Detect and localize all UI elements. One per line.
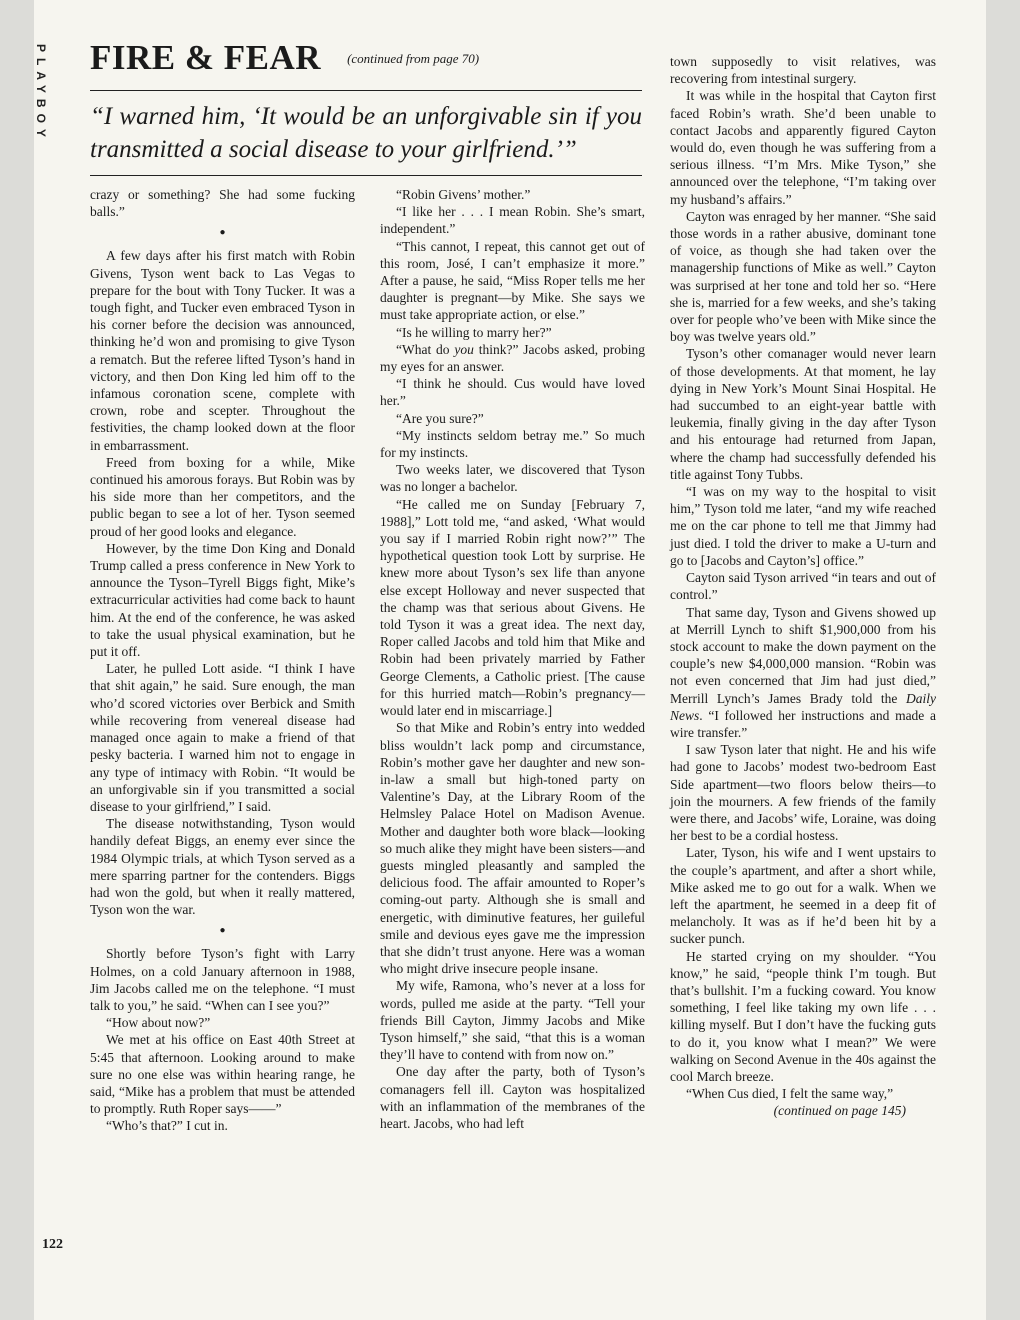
paragraph: One day after the party, both of Tyson’s comanagers fell ill. Cayton was hospitalized with an inflammation of the membranes of the heart. Jacobs, who had left — [380, 1064, 645, 1131]
article-title: FIRE & FEAR — [90, 38, 322, 77]
paragraph: Freed from boxing for a while, Mike continued his amorous forays. But Robin was by his side more than her competitors, and the public began to see a lot of her. Tyson seemed proud of her good looks and elegance. — [90, 454, 355, 539]
text-run: “What do — [396, 341, 455, 357]
text-run: think?” Jacobs asked, probing my eyes for an answer. — [380, 341, 645, 375]
paragraph: The disease notwithstanding, Tyson would handily defeat Biggs, an enemy ever since the 1984 Olympic trials, at which Tyson served as a mere sparring partner for the contenders. Biggs had won the gold, but when it really mattered, Tyson won the war. — [90, 816, 355, 918]
paragraph — [670, 604, 936, 742]
text-column-1 — [90, 186, 355, 1135]
paragraph: “How about now?” — [106, 1015, 211, 1031]
continued-on-note: (continued on page 145) — [773, 1103, 906, 1119]
paragraph: “I was on my way to the hospital to visit him,” Tyson told me later, “and my wife reached me on the car phone to tell me that Jimmy had just died. I told the driver to make a U-turn and go to [Jacobs and Cayton’s] office.” — [670, 484, 936, 568]
pull-quote-rule — [90, 175, 642, 176]
text-column-3 — [670, 53, 936, 1120]
paragraph: “He called me on Sunday [February 7, 1988],” Lott told me, “and asked, ‘What would you say if I married Robin right now?’” The hypothetical question took Lott by surprise. He knew more about Tyson’s sex life than anyone else except Holloway and never suspected that the champ was that serious about Givens. He told Tyson it was a great idea. The next day, Roper called Jacobs and told him that Mike and Robin had been privately married by Father George Clements, a Catholic priest. [The cause for this hurried match—Robin’s pregnancy—would later end in miscarriage.] — [380, 496, 645, 719]
magazine-name: PLAYBOY — [34, 44, 48, 143]
paragraph: I saw Tyson later that night. He and his wife had gone to Jacobs’ modest two-bedroom East Side apartment—two floors below theirs—to join the mourners. A few friends of the family were there, and Jacobs’ wife, Loraine, was doing her best to be a cordial hostess. — [670, 742, 936, 844]
paragraph: “My instincts seldom betray me.” So much for my instincts. — [380, 427, 645, 461]
header-rule — [90, 90, 642, 91]
paragraph: “Robin Givens’ mother.” — [396, 187, 531, 202]
paragraph: “I like her . . . I mean Robin. She’s smart, independent.” — [380, 204, 645, 237]
paragraph: “I think he should. Cus would have loved her.” — [380, 376, 645, 409]
paragraph: crazy or something? She had some fucking balls.” — [90, 187, 355, 220]
paragraph: Cayton said Tyson arrived “in tears and out of control.” — [670, 570, 936, 603]
page-number: 122 — [42, 1237, 63, 1252]
paragraph: We met at his office on East 40th Street at 5:45 that afternoon. Looking around to make sure no one else was within hearing range, he said, “Mike has a problem that must be attended to promptly. Ruth Roper says——” — [90, 1032, 355, 1117]
paragraph: Shortly before Tyson’s fight with Larry Holmes, on a cold January afternoon in 1988, Jim Jacobs called me on the telephone. “I must talk to you,” he said. “When can I see you?” — [90, 946, 355, 1013]
paragraph: Later, Tyson, his wife and I went upstairs to the couple’s apartment, and after a short while, Mike asked me to go out for a walk. When we left the apartment, he seemed in a deep fit of melancholy. It was as if he’d been hit by a sucker punch. — [670, 845, 936, 947]
paragraph — [380, 341, 645, 375]
text-run: . “I followed her instructions and made a wire transfer.” — [670, 707, 936, 740]
text-run: That same day, Tyson and Givens showed up at Merrill Lynch to shift $1,900,000 from his stock account to make the down payment on the couple’s new $4,000,000 mansion. “Robin was not even concerned that Jim had just died,” Merrill Lynch’s James Brady told the — [670, 604, 936, 706]
paragraph: He started crying on my shoulder. “You know,” he said, “people think I’m tough. But that’s bullshit. I’m a fucking coward. You know something, I feel like taking my own life . . . killing myself. But I don’t have the fucking guts to do it, you know what I mean?” We were walking on Second Avenue in the 40s against the cool March breeze. — [670, 948, 936, 1084]
paragraph: Cayton was enraged by her manner. “She said those words in a rather abusive, dominant tone of voice, as though she had taken over the managership functions of Mike as well.” Cayton was surprised at her tone and told her so. “Here she is, married for a few weeks, and she’s taking over for people who’ve been with Mike since the boy was twelve years old.” — [670, 208, 936, 345]
paragraph: Tyson’s other comanager would never learn of those developments. At that moment, he lay dying in New York’s Mount Sinai Hospital. He had succumbed to an eight-year battle with leukemia, finally giving in the day after Tyson and his entourage had returned from Japan, where the champ had successfully defended his title against Tony Tubbs. — [670, 346, 936, 482]
pull-quote: “I warned him, ‘It would be an unforgivable sin if you transmitted a social disease to your girlfriend.’” — [90, 103, 642, 163]
emphasis: Daily News — [670, 690, 936, 723]
paragraph: “This cannot, I repeat, this cannot get out of this room, José, I can’t emphasize it more.” After a pause, he said, “Miss Roper tells me her daughter is pregnant—by Mike. She says we must take appropriate action, or else.” — [380, 238, 645, 323]
section-separator: ● — [219, 925, 226, 937]
paragraph: “Who’s that?” I cut in. — [106, 1118, 228, 1134]
paragraph: It was while in the hospital that Cayton first faced Robin’s wrath. She’d been unable to contact Jacobs and apparently figured Cayton would do, even though he was suffering from a serious illness. “I’m Mrs. Mike Tyson,” she announced over the telephone, “I’m taking over my husband’s affairs.” — [670, 88, 936, 207]
paragraph: town supposedly to visit relatives, was recovering from intestinal surgery. — [670, 54, 936, 87]
article-header — [90, 38, 642, 78]
paragraph: “Are you sure?” — [396, 410, 484, 426]
continued-from-note: (continued from page 70) — [347, 51, 480, 66]
paragraph: “When Cus died, I felt the same way,” — [686, 1086, 894, 1102]
paragraph: However, by the time Don King and Donald Trump called a press conference in New York to announce the Tyson–Tyrell Biggs fight, Mike’s extracurricular activities had come back to haunt him. At the end of the conference, he was asked to take the usual physical examination, but he put it off. — [90, 540, 355, 660]
text-column-2 — [380, 186, 645, 1132]
paragraph: My wife, Ramona, who’s never at a loss for words, pulled me aside at the party. “Tell your friends Bill Cayton, Jimmy Jacobs and Mike Tyson himself,” she said, “that this is a woman they’ll have to contend with from now on.” — [380, 978, 645, 1063]
paragraph: A few days after his first match with Robin Givens, Tyson went back to Las Vegas to prepare for the bout with Tony Tucker. It was a tough fight, and Tucker even embraced Tyson in his corner before the decision was announced, thinking he’d won and promising to give Tyson a rematch. But the referee lifted Tyson’s hand in victory, and then Don King led him off to the infamous coronation scene, complete with crown, robe and scepter. Throughout the festivities, the champ looked down at the floor in embarrassment. — [90, 248, 355, 453]
paragraph: So that Mike and Robin’s entry into wedded bliss wouldn’t lack pomp and circumstance, Robin’s mother gave her daughter and new son-in-law a small but high-toned party on Valentine’s Day, at the Library Room of the Helmsley Palace Hotel on Madison Avenue. Mother and daughter both wore black—looking so much alike they might have been sisters—and guests mingled pleasantly and sampled the delicious food. The affair amounted to Roper’s coming-out party. Although she is small and energetic, with diminutive features, her guileful smile and devious eyes gave me the impression that she didn’t trust anyone. Here was a woman who might drive insecure people insane. — [380, 720, 645, 977]
section-separator: ● — [219, 227, 226, 239]
paragraph: Later, he pulled Lott aside. “I think I have that shit again,” he said. Sure enough, the man who’d scored victories over Berbick and Smith while recovering from venereal disease had managed once again to make a friend of that pesky bacteria. I warned him not to engage in any type of intimacy with Robin. “It would be an unforgivable sin if you transmitted a social disease to your girlfriend,” I said. — [90, 661, 355, 814]
emphasis: you — [454, 341, 474, 357]
magazine-page — [34, 0, 986, 1320]
paragraph: Two weeks later, we discovered that Tyson was no longer a bachelor. — [380, 462, 645, 495]
paragraph: “Is he willing to marry her?” — [396, 324, 552, 340]
